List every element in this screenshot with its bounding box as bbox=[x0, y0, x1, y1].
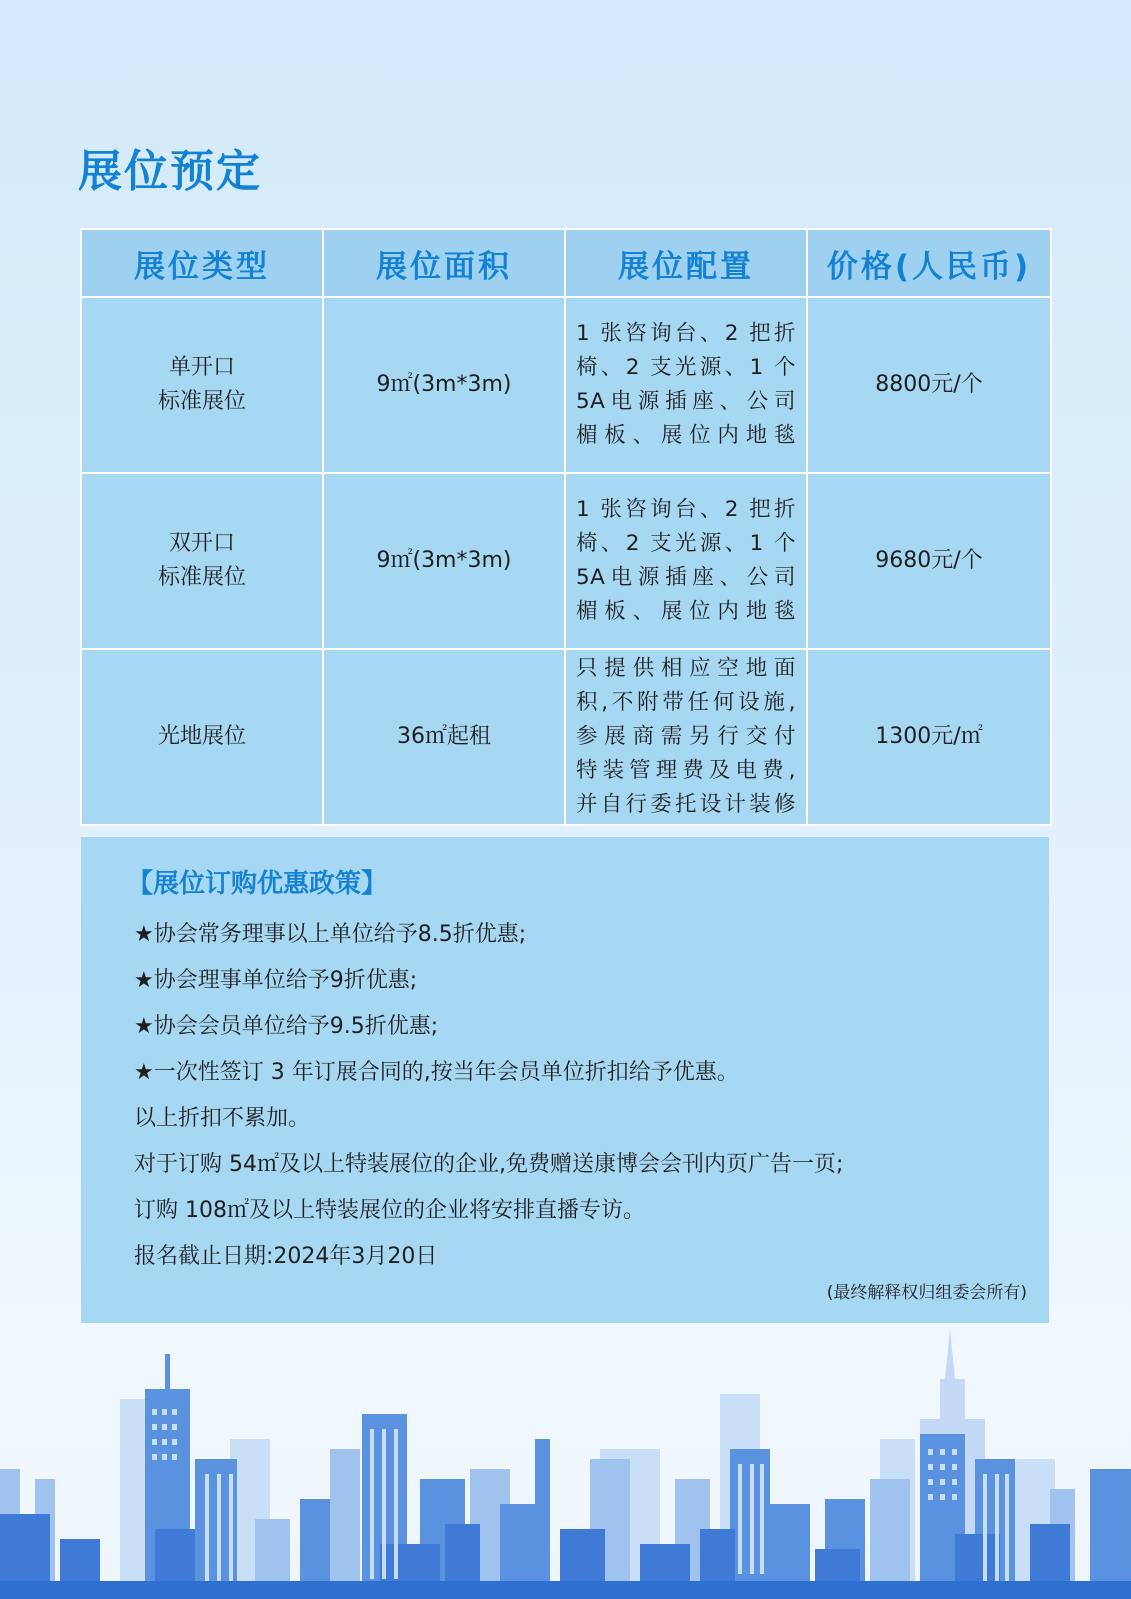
header-booth-area: 展位面积 bbox=[323, 229, 565, 297]
config-line: 5A电源插座、公司 bbox=[576, 565, 796, 590]
config-line: 楣板、展位内地毯 bbox=[576, 423, 796, 448]
price-cell: 9680元/个 bbox=[807, 473, 1051, 649]
table-row bbox=[81, 473, 1051, 649]
policy-title: 【展位订购优惠政策】 bbox=[127, 869, 388, 899]
policy-item: 订购 108㎡及以上特装展位的企业将安排直播专访。 bbox=[134, 1198, 645, 1223]
config-line: 1 张咨询台、2 把折 bbox=[576, 321, 796, 346]
config-line: 椅、2 支光源、1 个 bbox=[576, 531, 796, 556]
booth-type-cell bbox=[81, 297, 323, 473]
policy-item: 报名截止日期:2024年3月20日 bbox=[134, 1244, 438, 1269]
price-cell: 8800元/个 bbox=[807, 297, 1051, 473]
booth-type-line: 光地展位 bbox=[157, 724, 246, 749]
booth-type-cell bbox=[81, 473, 323, 649]
config-line: 特装管理费及电费, bbox=[576, 758, 796, 783]
config-line: 积,不附带任何设施, bbox=[576, 690, 796, 715]
booth-type-line: 标准展位 bbox=[157, 565, 246, 590]
booth-config-cell bbox=[565, 649, 807, 825]
discount-policy-panel bbox=[81, 837, 1049, 1323]
booth-area-cell: 9㎡(3m*3m) bbox=[323, 473, 565, 649]
policy-item: 对于订购 54㎡及以上特装展位的企业,免费赠送康博会会刊内页广告一页; bbox=[134, 1152, 844, 1177]
header-booth-type: 展位类型 bbox=[81, 229, 323, 297]
config-line: 参展商需另行交付 bbox=[576, 724, 796, 749]
policy-item: ★协会理事单位给予9折优惠; bbox=[134, 968, 418, 993]
table-header-row bbox=[81, 229, 1051, 297]
booth-area-cell: 36㎡起租 bbox=[323, 649, 565, 825]
policy-item: ★协会会员单位给予9.5折优惠; bbox=[134, 1014, 439, 1039]
config-line: 1 张咨询台、2 把折 bbox=[576, 497, 796, 522]
header-price: 价格(人民币) bbox=[807, 229, 1051, 297]
price-cell: 1300元/㎡ bbox=[807, 649, 1051, 825]
booth-type-cell bbox=[81, 649, 323, 825]
table-row bbox=[81, 297, 1051, 473]
config-line: 5A电源插座、公司 bbox=[576, 389, 796, 414]
booth-config-cell bbox=[565, 473, 807, 649]
booth-config-cell bbox=[565, 297, 807, 473]
header-booth-config: 展位配置 bbox=[565, 229, 807, 297]
policy-item: 以上折扣不累加。 bbox=[134, 1106, 311, 1131]
booth-table bbox=[80, 228, 1052, 826]
city-skyline-illustration bbox=[0, 1329, 1131, 1599]
config-line: 楣板、展位内地毯 bbox=[576, 599, 796, 624]
booth-type-line: 单开口 bbox=[168, 355, 235, 380]
table-row bbox=[81, 649, 1051, 825]
config-line: 椅、2 支光源、1 个 bbox=[576, 355, 796, 380]
booth-type-line: 双开口 bbox=[168, 531, 235, 556]
policy-note: (最终解释权归组委会所有) bbox=[826, 1283, 1027, 1303]
config-line: 只提供相应空地面 bbox=[576, 656, 796, 681]
booth-area-cell: 9㎡(3m*3m) bbox=[323, 297, 565, 473]
config-line: 并自行委托设计装修 bbox=[576, 792, 796, 817]
policy-item: ★协会常务理事以上单位给予8.5折优惠; bbox=[134, 922, 527, 947]
policy-list bbox=[134, 912, 843, 1280]
page-title: 展位预定 bbox=[78, 146, 262, 197]
policy-item: ★一次性签订 3 年订展合同的,按当年会员单位折扣给予优惠。 bbox=[134, 1060, 739, 1085]
booth-type-line: 标准展位 bbox=[157, 389, 246, 414]
